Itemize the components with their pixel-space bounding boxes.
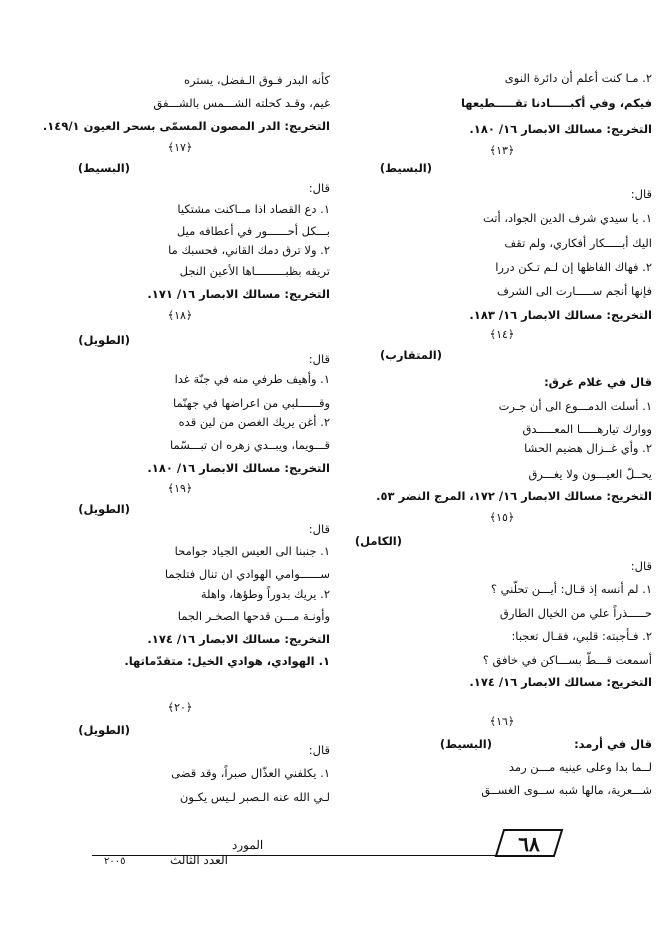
verse-line: فيكم، وفي أكبـــــادنا تقـــــطيعها xyxy=(460,96,652,110)
poem-number: ﴿١٤﴾ xyxy=(489,328,515,341)
poem-number: ﴿١٩﴾ xyxy=(167,482,193,495)
verse-line: ٢. فهاك الفاظها إن لـم تـكن دررا xyxy=(495,260,652,274)
verse-line: فإنها أنجم ســـــارت الى الشرف xyxy=(497,284,652,298)
page-number: ٦٨ xyxy=(518,832,540,856)
page-number-box xyxy=(494,828,564,858)
verse-line: ٢. ولا ترق دمك القاني، فحسبك ما xyxy=(168,243,330,257)
verse-line: ١. وأهيف طرفي منه في جنّة غدا xyxy=(174,372,330,386)
verse-line: بـــكل أحــــــور في أعطافه ميل xyxy=(176,224,330,238)
verse-line: ٢. يريك بدوراً وطؤها، واهلة xyxy=(200,587,330,601)
poem-number: ﴿١٨﴾ xyxy=(167,309,193,322)
said-label: قال: xyxy=(630,187,652,201)
meter-label: (المتقارب) xyxy=(380,348,442,362)
poem-number: ﴿١٧﴾ xyxy=(167,141,193,154)
meter-label: (الكامل) xyxy=(354,534,402,548)
verse-line: ١. جنبنا الى العيس الجياد جوامحا xyxy=(174,544,330,558)
source-line: التخريج: مسالك الابصار ١٦/ ١٧٤. xyxy=(147,632,330,646)
footer-rule xyxy=(92,855,550,856)
meter-label: (البسيط) xyxy=(439,737,492,751)
magazine-year: ٢٠٠٥ xyxy=(104,856,126,867)
meter-label: (الطويل) xyxy=(78,502,130,516)
poem-heading: قال في أرمد: xyxy=(574,737,652,751)
verse-line: يحــلّ العيـــون ولا يغـــرق xyxy=(528,467,652,481)
said-label: قال: xyxy=(630,559,652,573)
verse-line: حـــــذراً علي من الخيال الطارق xyxy=(499,606,652,620)
verse-line: لـي الله عنه الـصبر لـيس يكـون xyxy=(179,790,330,804)
verse-line: ٢. أغن يريك الغصن من لين قده xyxy=(178,415,330,429)
verse-line: لــما بدا وعلى عينيه مـــن رمد xyxy=(508,760,652,774)
source-line: التخريج: مسالك الابصار ١٦/ ١٧١. xyxy=(147,287,330,301)
poem-number: ﴿١٣﴾ xyxy=(489,144,515,157)
source-line: التخريج: مسالك الابصار ١٦/ ١٨٠. xyxy=(147,461,330,475)
verse-line: ١. يكلفني العذّال صبراً، وقد قضى xyxy=(171,766,330,780)
poem-heading: قال في غلام غرق: xyxy=(544,375,652,389)
poem-number: ﴿١٥﴾ xyxy=(489,511,515,524)
verse-line: تريقه بظبـــــــــاها الأعين النجل xyxy=(179,264,330,278)
source-line: التخريج: الدر المصون المسمّى بسحر العيون ١٤٩/١. xyxy=(42,119,330,133)
said-label: قال: xyxy=(308,522,330,536)
verse-line: قـــويما، ويبــدي زهره ان تبـــسّما xyxy=(169,438,330,452)
verse-line: وأونـة مـــن قدحها الصخـر الجما xyxy=(177,609,330,623)
verse-line: ســــــوامي الهوادي ان تنال فتلجما xyxy=(164,567,330,581)
meter-label: (الطويل) xyxy=(78,723,130,737)
verse-line: شـــعرية، مالها شبه ســوى الغســق xyxy=(481,783,652,797)
meter-label: (البسيط) xyxy=(379,161,432,175)
verse-line: ١. لم أنسه إذ قـال: أيـــن تحلّني ؟ xyxy=(490,582,652,596)
footnote: ١. الهوادي، هوادي الخيل: متقدّماتها. xyxy=(124,654,330,668)
verse-line: ووارك تيارهـــــا المعـــــدق xyxy=(522,422,652,436)
verse-line: اليك أبـــــكار أفكاري، ولم تقف xyxy=(504,236,652,250)
verse-line: كأنه البدر فـوق الـفضل، يستره xyxy=(183,73,330,87)
magazine-issue: العدد الثالث xyxy=(170,853,228,867)
magazine-title: المورد xyxy=(232,838,264,852)
said-label: قال: xyxy=(308,352,330,366)
meter-label: (الطويل) xyxy=(78,333,130,347)
source-line: التخريج: مسالك الابصار ١٦/ ١٧٢، المرج النضر ٥٣. xyxy=(376,489,652,503)
verse-line: ٢. مـا كنت أعلم أن دائرة النوى xyxy=(504,71,652,85)
verse-line: أسمعت قـــطّ بســـاكن في خافق ؟ xyxy=(482,653,652,667)
poem-number: ﴿٢٠﴾ xyxy=(167,701,193,714)
said-label: قال: xyxy=(308,743,330,757)
verse-line: ٢. فـأجبته: قلبي، فقـال تعجبا: xyxy=(511,629,652,643)
verse-line: غيم، وقـد كحلته الشـــمس بالشـــفق xyxy=(153,96,330,110)
verse-line: ٢. وأي غــزال هضيم الحشا xyxy=(524,441,652,455)
verse-line: ١. يا سيدي شرف الدين الجواد، أتت xyxy=(483,211,652,225)
verse-line: ١. أسلت الدمـــوع الى أن جـرت xyxy=(498,399,652,413)
source-line: التخريج: مسالك الابصار ١٦/ ١٧٤. xyxy=(469,675,652,689)
said-label: قال: xyxy=(308,181,330,195)
source-line: التخريج: مسالك الابصار ١٦/ ١٨٠. xyxy=(469,122,652,136)
meter-label: (البسيط) xyxy=(77,161,130,175)
poem-number: ﴿١٦﴾ xyxy=(489,715,515,728)
verse-line: ١. دع القصاد اذا مــاكنت مشتكيا xyxy=(177,202,330,216)
source-line: التخريج: مسالك الابصار ١٦/ ١٨٣. xyxy=(469,308,652,322)
verse-line: وقــــــلبي من اعراضها في جهنّما xyxy=(173,396,330,410)
